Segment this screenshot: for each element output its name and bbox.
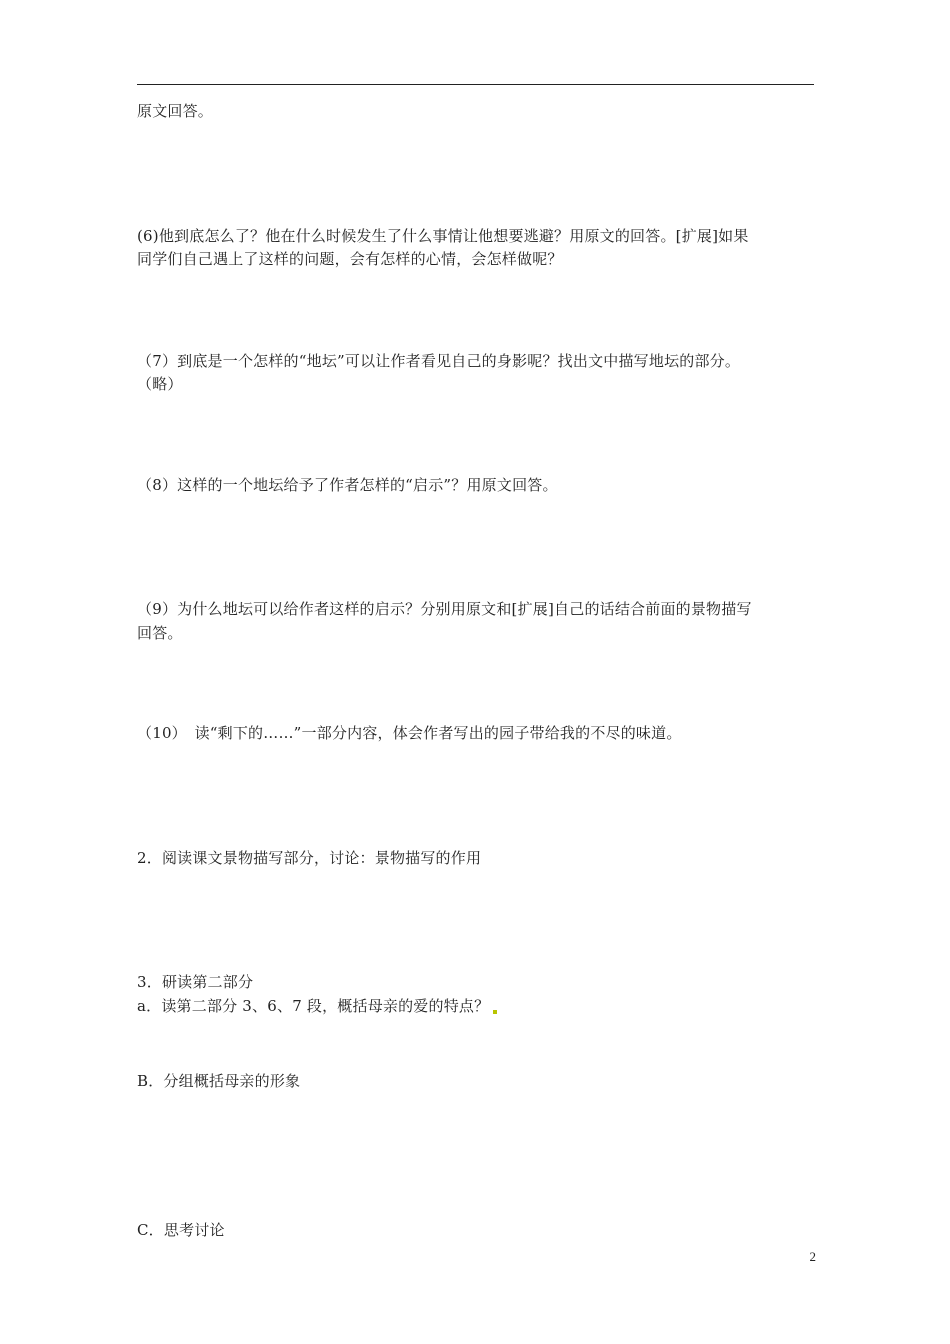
question-9-line-2: 回答。: [137, 624, 183, 642]
header-rule: [137, 84, 814, 85]
question-6-line-2: 同学们自己遇上了这样的问题，会有怎样的心情，会怎样做呢？: [137, 250, 563, 268]
question-9-line-1: （9）为什么地坛可以给作者这样的启示？分别用原文和[扩展]自己的话结合前面的景物描写: [137, 600, 752, 618]
question-10: （10） 读“剩下的……”一部分内容，体会作者写出的园子带给我的不尽的味道。: [137, 724, 682, 742]
section-3-item-b: B．分组概括母亲的形象: [137, 1072, 301, 1090]
question-8: （8）这样的一个地坛给予了作者怎样的“启示”？用原文回答。: [137, 476, 558, 494]
section-3-heading: 3．研读第二部分: [137, 973, 254, 991]
section-3-item-a: [137, 996, 817, 1016]
question-6-line-1: (6)他到底怎么了？他在什么时候发生了什么事情让他想要逃避？用原文的回答。[扩展]如果: [137, 227, 749, 245]
text-line-answer-continuation: 原文回答。: [137, 102, 214, 120]
section-3-item-c: C．思考讨论: [137, 1221, 225, 1239]
highlight-marker: [493, 1010, 497, 1014]
question-7-line-2: （略）: [137, 375, 183, 393]
section-2-heading: 2．阅读课文景物描写部分，讨论：景物描写的作用: [137, 849, 482, 867]
page-number: 2: [809, 1249, 816, 1264]
question-7-line-1: （7）到底是一个怎样的“地坛”可以让作者看见自己的身影呢？找出文中描写地坛的部分。: [137, 352, 741, 370]
section-3-item-a-text: a．读第二部分 3、6、7 段，概括母亲的爱的特点？: [137, 997, 490, 1015]
